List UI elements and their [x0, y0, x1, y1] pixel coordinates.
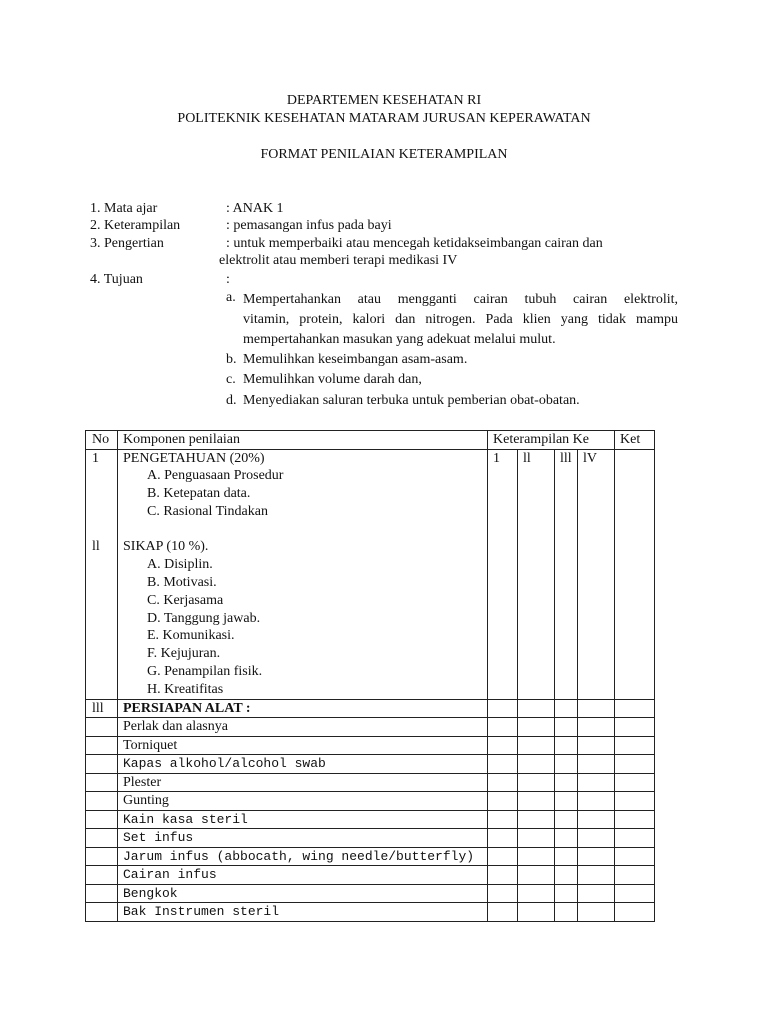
ket-cell [615, 449, 655, 699]
section2-item: C. Kerjasama [147, 592, 224, 608]
tujuan-marker-b: b. [226, 352, 237, 367]
alat-item: Jarum infus (abbocath, wing needle/butterfly) [118, 847, 488, 866]
tujuan-b: Memulihkan keseimbangan asam-asam. [243, 352, 468, 367]
alat-item: Perlak dan alasnya [118, 718, 488, 737]
table-row [86, 884, 655, 903]
section3-title: PERSIAPAN ALAT : [118, 699, 488, 718]
alat-item: Cairan infus [118, 866, 488, 885]
alat-item: Gunting [118, 792, 488, 811]
table-row [86, 755, 655, 774]
header-ket: Ket [615, 431, 655, 450]
section2-item: G. Penampilan fisik. [147, 664, 263, 680]
header-institution: POLITEKNIK KESEHATAN MATARAM JURUSAN KEPERAWATAN [177, 111, 591, 126]
tujuan-a-line3: mempertahankan masukan yang adekuat melalui mulut. [243, 332, 556, 347]
level-4-header: lV [578, 449, 615, 699]
alat-item: Kain kasa steril [118, 810, 488, 829]
tujuan-label: 4. Tujuan [90, 272, 143, 287]
table-row [86, 847, 655, 866]
table-row [86, 866, 655, 885]
section3-no: lll [86, 699, 118, 718]
alat-item: Bengkok [118, 884, 488, 903]
tujuan-marker-a: a. [226, 290, 236, 305]
section2-item: D. Tanggung jawab. [147, 610, 261, 626]
table-row [86, 773, 655, 792]
level-3-header: lll [555, 449, 578, 699]
mata-ajar-label: 1. Mata ajar [90, 201, 158, 216]
header-keterampilan: Keterampilan Ke [488, 431, 615, 450]
section2-item: E. Komunikasi. [147, 628, 235, 644]
mata-ajar-value: : ANAK 1 [226, 201, 284, 216]
section2-item: B. Motivasi. [147, 575, 217, 591]
level-2-header: ll [518, 449, 555, 699]
section1-item: C. Rasional Tindakan [147, 503, 268, 519]
table-header-row [86, 431, 655, 450]
level-1-header: 1 [488, 449, 518, 699]
header-department: DEPARTEMEN KESEHATAN RI [286, 93, 482, 108]
tujuan-c: Memulihkan volume darah dan, [243, 372, 422, 387]
tujuan-d: Menyediakan saluran terbuka untuk pemberian obat-obatan. [243, 393, 580, 408]
assessment-table [85, 430, 655, 922]
alat-item: Bak Instrumen steril [118, 903, 488, 922]
section2-item: A. Disiplin. [147, 557, 213, 573]
alat-item: Torniquet [118, 736, 488, 755]
header-no: No [86, 431, 118, 450]
section2-item: H. Kreatifitas [147, 681, 224, 697]
section2-no: ll [92, 539, 100, 555]
section-numbers [86, 449, 118, 699]
table-row [86, 810, 655, 829]
header-komponen: Komponen penilaian [118, 431, 488, 450]
keterampilan-value: : pemasangan infus pada bayi [226, 218, 392, 233]
table-row [86, 903, 655, 922]
table-row-sections [86, 449, 655, 699]
section-contents [118, 449, 488, 699]
table-row [86, 699, 655, 718]
section2-title: SIKAP (10 %). [123, 539, 209, 555]
pengertian-value-line2: elektrolit atau memberi terapi medikasi IV [219, 253, 458, 268]
alat-item: Kapas alkohol/alcohol swab [118, 755, 488, 774]
tujuan-marker-d: d. [226, 393, 237, 408]
section1-no: 1 [92, 450, 99, 466]
table-row [86, 792, 655, 811]
keterampilan-label: 2. Keterampilan [90, 218, 181, 233]
pengertian-label: 3. Pengertian [90, 236, 164, 251]
tujuan-a-line2: vitamin, protein, kalori dan nitrogen. Pada klien yang tidak mampu [243, 312, 678, 327]
tujuan-marker-c: c. [226, 372, 236, 387]
tujuan-colon: : [226, 272, 230, 287]
alat-item: Plester [118, 773, 488, 792]
table-row [86, 736, 655, 755]
pengertian-value-line1: : untuk memperbaiki atau mencegah ketidakseimbangan cairan dan [226, 236, 603, 251]
alat-item: Set infus [118, 829, 488, 848]
section1-title: PENGETAHUAN (20%) [123, 450, 265, 466]
section1-item: A. Penguasaan Prosedur [147, 468, 284, 484]
section1-item: B. Ketepatan data. [147, 486, 251, 502]
table-row [86, 829, 655, 848]
table-row [86, 718, 655, 737]
form-title: FORMAT PENILAIAN KETERAMPILAN [260, 147, 508, 162]
tujuan-a-line1: Mempertahankan atau mengganti cairan tubuh cairan elektrolit, [243, 292, 678, 307]
section2-item: F. Kejujuran. [147, 646, 221, 662]
